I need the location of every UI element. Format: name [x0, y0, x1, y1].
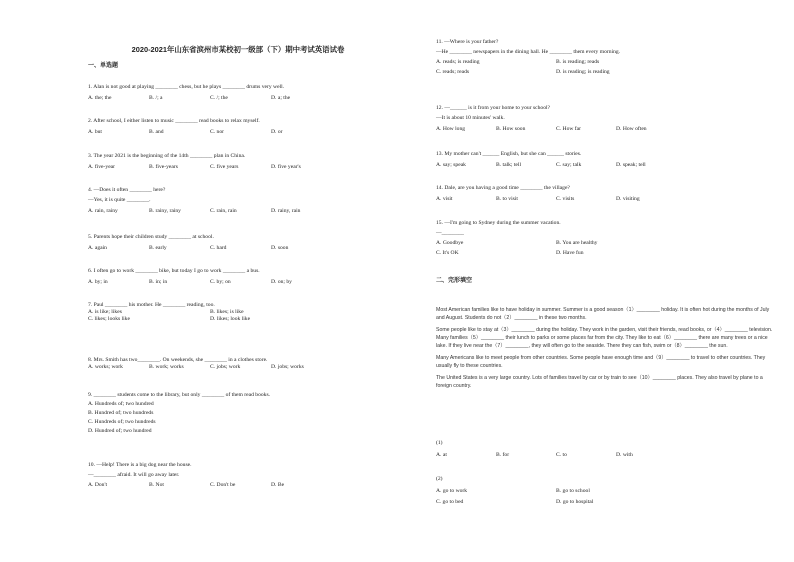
- question-9: [88, 392, 348, 435]
- option-c[interactable]: C. to: [556, 452, 567, 458]
- option-b[interactable]: B. is reading; reads: [556, 59, 600, 65]
- question-4-line: —Yes, it is quite ________.: [88, 197, 151, 203]
- option-a[interactable]: A. visit: [436, 196, 453, 202]
- cloze-question-1-number: (1): [436, 440, 443, 446]
- question-11-line-2: —He ________ newspapers in the dining hall. He ________ them every morning.: [436, 49, 621, 55]
- option-b[interactable]: B. /; a: [149, 95, 163, 101]
- option-d[interactable]: D. on; by: [271, 279, 292, 285]
- option-a[interactable]: A. at: [436, 452, 447, 458]
- question-15-line-1: 15. —I'm going to Sydney during the summer vacation.: [436, 220, 561, 226]
- passage-paragraph-2: Some people like to stay at（3）________ during the holiday. They work in the garden, visit their friends, read books, or（4）________ television. Many families（5）________ their lunch to parks or some places far from the city. They like to eat（6）________ there are many trees or a nice lake. If they live near the（7）________, they will often go to the seaside. There they can fish, swim or（8）________ the sun.: [436, 327, 773, 349]
- question-12-line-2: —It is about 10 minutes' walk.: [436, 115, 505, 121]
- option-c[interactable]: C. five years: [210, 164, 239, 170]
- question-7-line: 7. Paul ________ his mother. He ________ reading, too.: [88, 302, 215, 308]
- option-b[interactable]: B. to visit: [496, 196, 518, 202]
- option-c[interactable]: C. say; talk: [556, 162, 582, 168]
- option-c[interactable]: C. rain, rain: [210, 208, 237, 214]
- option-c[interactable]: C. Hundreds of; two hundreds: [88, 419, 156, 425]
- option-c[interactable]: C. go to bed: [436, 499, 464, 505]
- passage-paragraph-4: The United States is a very large country. Lots of families travel by car or by train to see（10）________ places. They also travel by plane to a foreign country.: [436, 375, 763, 389]
- option-c[interactable]: C. likes; looks like: [88, 316, 130, 322]
- question-9-line: 9. ________ students come to the library, but only ________ of them read books.: [88, 392, 271, 398]
- question-3-line: 3. The year 2021 is the beginning of the 14th ________ plan in China.: [88, 153, 246, 159]
- question-12-line-1: 12. —______ is it from your home to your school?: [436, 105, 551, 111]
- option-b[interactable]: B. five-years: [149, 164, 178, 170]
- option-b[interactable]: B. early: [149, 245, 167, 251]
- option-d[interactable]: D. a; the: [271, 95, 291, 101]
- option-b[interactable]: B. You are healthy: [556, 240, 598, 246]
- option-d[interactable]: D. visiting: [616, 196, 640, 202]
- option-d[interactable]: D. speak; tell: [616, 162, 646, 168]
- option-a[interactable]: A. go to work: [436, 488, 468, 494]
- option-d[interactable]: D. Hundred of; two hundred: [88, 428, 152, 434]
- option-b[interactable]: B. How soon: [496, 126, 526, 132]
- option-b[interactable]: B. rainy, rainy: [149, 208, 181, 214]
- question-2: [88, 118, 348, 136]
- option-c[interactable]: C. visits: [556, 196, 575, 202]
- option-b[interactable]: B. go to school: [556, 488, 590, 494]
- question-5: [88, 234, 348, 252]
- option-d[interactable]: D. How often: [616, 126, 647, 132]
- passage-paragraph-3: Many Americans like to meet people from other countries. Some people have enough time and（9）________ to travel to other countries. They usually fly to these countries.: [436, 355, 766, 369]
- option-c[interactable]: C. nor: [210, 129, 224, 135]
- option-a[interactable]: A. Goodbye: [436, 240, 464, 246]
- question-10: [88, 462, 348, 489]
- option-b[interactable]: B. for: [496, 452, 510, 458]
- question-10-line-1: 10. —Help! There is a big dog near the house.: [88, 462, 192, 468]
- question-13: [436, 151, 776, 169]
- option-a[interactable]: A. Hundreds of; two hundred: [88, 401, 154, 407]
- question-14: [436, 185, 776, 203]
- question-11: [436, 39, 776, 79]
- option-d[interactable]: D. or: [271, 129, 283, 135]
- option-d[interactable]: D. is reading; is reading: [556, 69, 610, 75]
- option-d[interactable]: D. Be: [271, 482, 285, 488]
- page-title: 2020-2021年山东省滨州市某校初一级部（下）期中考试英语试卷: [131, 45, 345, 54]
- cloze-question-1: [436, 440, 776, 459]
- option-c[interactable]: C. Don't be: [210, 482, 236, 488]
- question-8-line: 8. Mrs. Smith has two________. On weekends, she ________ in a clothes store.: [88, 357, 268, 363]
- question-1-line: 1. Alan is not good at playing ________ chess, but he plays ________ drums very well.: [88, 84, 285, 90]
- question-1: [88, 84, 348, 102]
- option-b[interactable]: B. work; works: [149, 364, 184, 370]
- option-d[interactable]: D. five year's: [271, 164, 301, 170]
- option-b[interactable]: B. talk; tell: [496, 162, 522, 168]
- option-a[interactable]: A. reads; is reading: [436, 59, 480, 65]
- question-11-line-1: 11. —Where is your father?: [436, 39, 499, 45]
- question-15: [436, 220, 776, 260]
- option-c[interactable]: C. It's OK: [436, 250, 459, 256]
- question-7: [88, 302, 348, 323]
- option-d[interactable]: D. soon: [271, 245, 289, 251]
- option-a[interactable]: A. again: [88, 245, 107, 251]
- question-13-line: 13. My mother can't ______ English, but she can ______ stories.: [436, 151, 582, 157]
- option-c[interactable]: C. hard: [210, 245, 227, 251]
- option-a[interactable]: A. but: [88, 129, 102, 135]
- question-10-line-2: —________ afraid. It will go away later.: [88, 472, 180, 478]
- option-c[interactable]: C. jobs; work: [210, 364, 241, 370]
- question-8: [88, 357, 348, 371]
- question-14-line: 14. Dale, are you having a good time ________ the village?: [436, 185, 570, 191]
- option-c[interactable]: C. by; on: [210, 279, 231, 285]
- option-b[interactable]: B. in; in: [149, 279, 168, 285]
- question-12: [436, 105, 776, 133]
- option-d[interactable]: D. with: [616, 452, 633, 458]
- option-b[interactable]: B. likes; is like: [210, 309, 244, 315]
- option-a[interactable]: A. by; in: [88, 279, 108, 285]
- cloze-question-2-number: (2): [436, 476, 443, 482]
- question-6-line: 6. I often go to work ________ bike, but today I go to work ________ a bus.: [88, 268, 260, 274]
- cloze-question-2: [436, 476, 776, 508]
- question-4-line: 4. —Does it often ________ here?: [88, 187, 166, 193]
- question-2-line: 2. After school, I either listen to music ________ read books to relax myself.: [88, 118, 260, 124]
- option-a[interactable]: A. How long: [436, 126, 466, 132]
- option-a[interactable]: A. Don't: [88, 482, 108, 488]
- option-d[interactable]: D. jobs; works: [271, 364, 304, 370]
- section-heading-single-choice: 一、单选题: [88, 63, 119, 69]
- passage-paragraph-1: Most American families like to have holiday in summer. Summer is a good season（1）________ holiday. It is often hot during the months of July and August. Students do not（2）________ in these two months.: [436, 307, 770, 321]
- option-a[interactable]: A. works; work: [88, 364, 123, 370]
- question-3: [88, 153, 348, 171]
- cloze-passage: [436, 306, 776, 394]
- question-15-line-2: —________: [436, 230, 464, 236]
- option-d[interactable]: D. likes; look like: [210, 316, 251, 322]
- option-a[interactable]: A. say; speak: [436, 162, 466, 168]
- question-6: [88, 268, 348, 286]
- option-d[interactable]: D. rainy, rain: [271, 208, 301, 214]
- option-a[interactable]: A. the; the: [88, 95, 112, 101]
- option-c[interactable]: C. /; the: [210, 95, 228, 101]
- question-5-line: 5. Parents hope their children study ________ at school.: [88, 234, 214, 240]
- question-4: [88, 187, 348, 215]
- option-c[interactable]: C. reads; reads: [436, 69, 470, 75]
- option-d[interactable]: D. go to hospital: [556, 499, 594, 505]
- option-c[interactable]: C. How far: [556, 126, 582, 132]
- option-b[interactable]: B. and: [149, 129, 164, 135]
- option-a[interactable]: A. rain, rainy: [88, 208, 118, 214]
- option-b[interactable]: B. Hundred of; two hundreds: [88, 410, 154, 416]
- option-d[interactable]: D. Have fun: [556, 250, 584, 256]
- section-heading-cloze: 二、完形填空: [436, 278, 473, 284]
- option-b[interactable]: B. Not: [149, 482, 164, 488]
- option-a[interactable]: A. five-year: [88, 164, 116, 170]
- option-a[interactable]: A. is like; likes: [88, 309, 122, 315]
